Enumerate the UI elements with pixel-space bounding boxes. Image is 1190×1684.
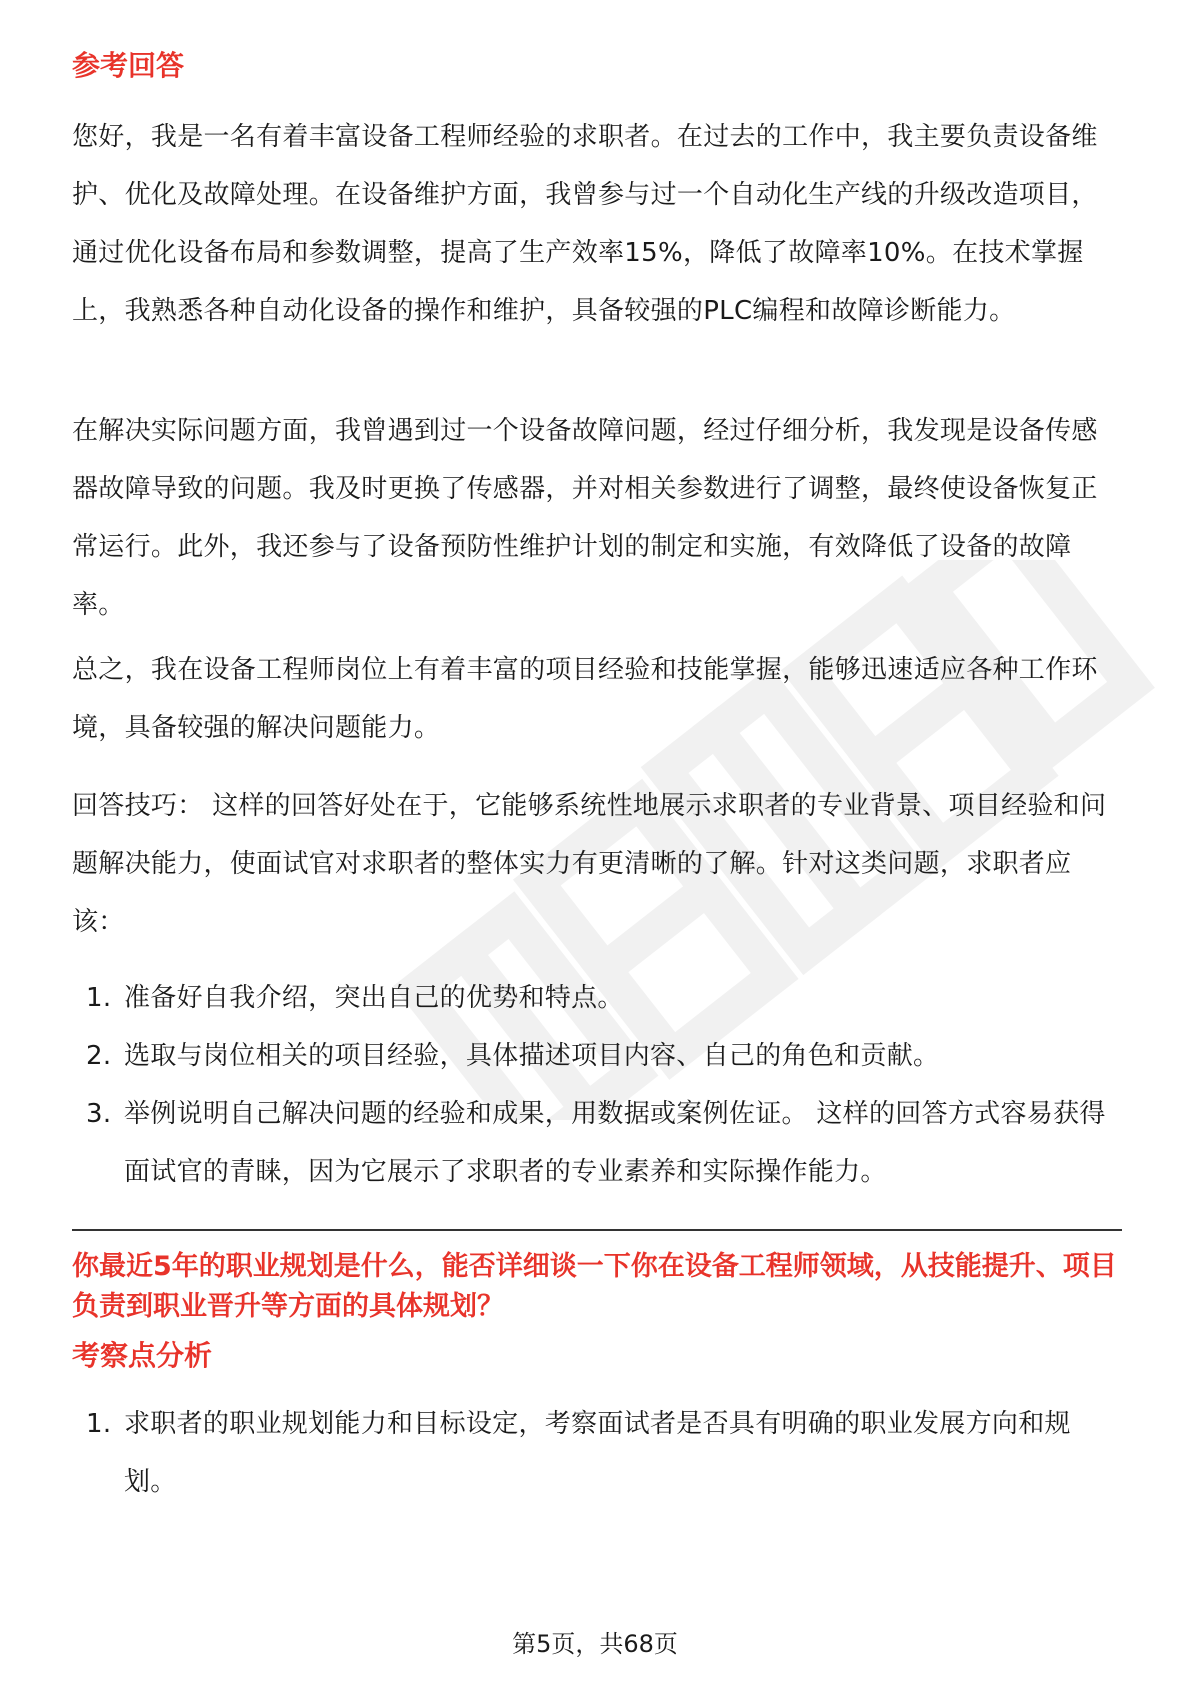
list-item-text: 求职者的职业规划能力和目标设定，考察面试者是否具有明确的职业发展方向和规划。 xyxy=(124,1409,1071,1497)
list-number: 1. xyxy=(86,1409,112,1439)
list-item xyxy=(72,1395,1122,1511)
list-item xyxy=(72,1027,1122,1085)
list-item xyxy=(72,969,1122,1027)
answer-tips-intro: 回答技巧： 这样的回答好处在于，它能够系统性地展示求职者的专业背景、项目经验和问题解决能力，使面试官对求职者的整体实力有更清晰的了解。针对这类问题，求职者应该： xyxy=(72,791,1107,937)
list-number: 3. xyxy=(86,1099,112,1129)
list-number: 1. xyxy=(86,983,112,1013)
answer-paragraph-1: 您好，我是一名有着丰富设备工程师经验的求职者。在过去的工作中，我主要负责设备维护、优化及故障处理。在设备维护方面，我曾参与过一个自动化生产线的升级改造项目，通过优化设备布局和参数调整，提高了生产效率15%，降低了故障率10%。在技术掌握上，我熟悉各种自动化设备的操作和维护，具备较强的PLC编程和故障诊断能力。 xyxy=(72,122,1098,326)
list-item xyxy=(72,1085,1122,1201)
list-item-text: 举例说明自己解决问题的经验和成果，用数据或案例佐证。 这样的回答方式容易获得面试官的青睐，因为它展示了求职者的专业素养和实际操作能力。 xyxy=(124,1099,1106,1187)
answer-paragraph-2: 在解决实际问题方面，我曾遇到过一个设备故障问题，经过仔细分析，我发现是设备传感器故障导致的问题。我及时更换了传感器，并对相关参数进行了调整，最终使设备恢复正常运行。此外，我还参与了设备预防性维护计划的制定和实施，有效降低了设备的故障率。 xyxy=(72,416,1098,620)
list-item-text: 选取与岗位相关的项目经验，具体描述项目内容、自己的角色和贡献。 xyxy=(124,1041,940,1071)
answer-paragraph-3: 总之，我在设备工程师岗位上有着丰富的项目经验和技能掌握，能够迅速适应各种工作环境，具备较强的解决问题能力。 xyxy=(72,655,1098,743)
page-indicator: 第5页，共68页 xyxy=(512,1630,678,1658)
list-item-text: 准备好自我介绍，突出自己的优势和特点。 xyxy=(124,983,624,1013)
tips-list xyxy=(72,969,1122,1201)
analysis-heading: 考察点分析 xyxy=(72,1339,213,1372)
reference-answer-heading: 参考回答 xyxy=(72,49,185,82)
analysis-list xyxy=(72,1395,1122,1511)
list-number: 2. xyxy=(86,1041,112,1071)
interview-question: 你最近5年的职业规划是什么，能否详细谈一下你在设备工程师领域，从技能提升、项目负责到职业晋升等方面的具体规划？ xyxy=(72,1251,1117,1322)
section-divider xyxy=(72,1229,1122,1231)
